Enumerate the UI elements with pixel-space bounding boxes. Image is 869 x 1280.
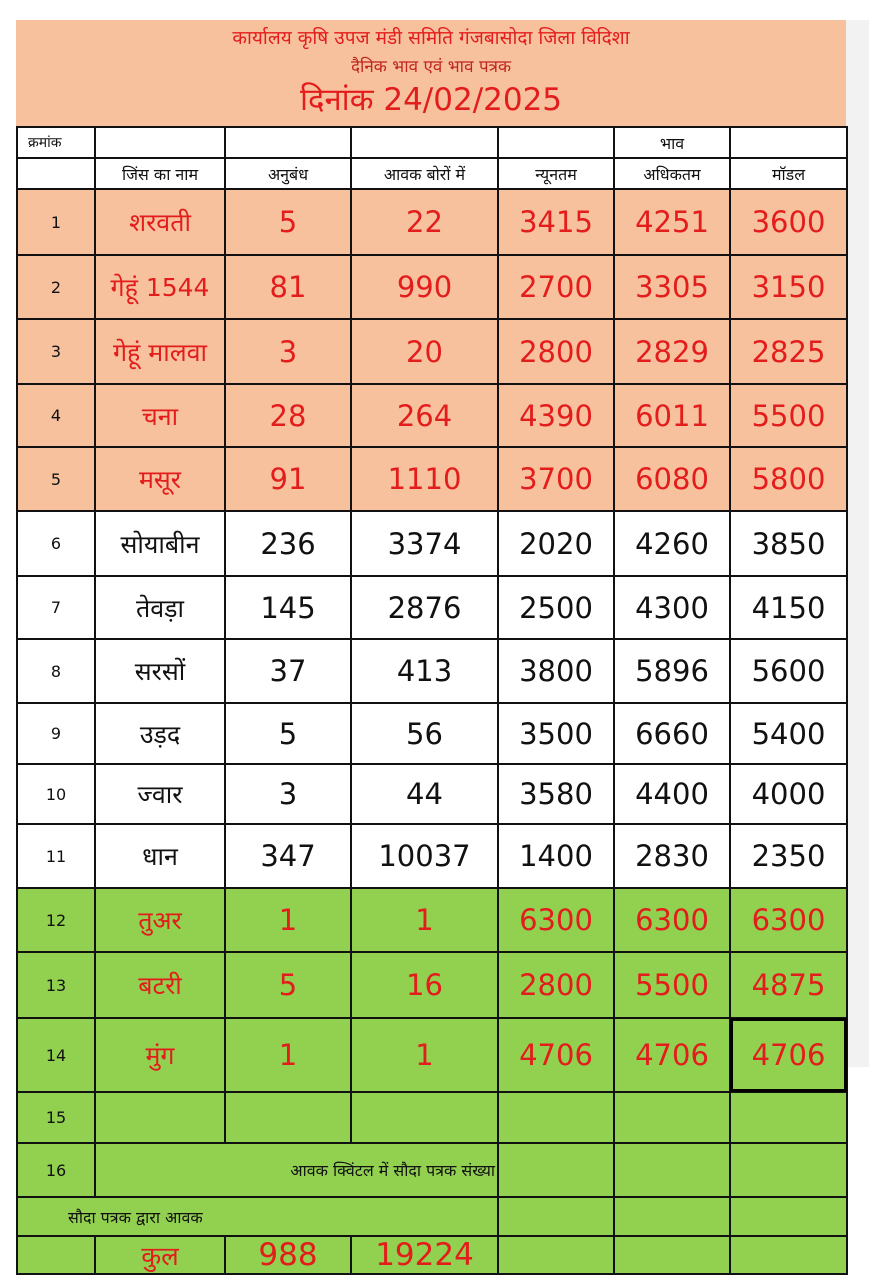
min-price-cell: 2800 (498, 319, 614, 384)
min-price-cell: 3700 (498, 447, 614, 511)
contract-cell: 1 (225, 888, 351, 952)
empty-cell (351, 1092, 498, 1143)
max-price-cell: 5500 (614, 952, 730, 1018)
price-sheet (16, 20, 846, 1275)
min-price-header: न्यूनतम (498, 158, 614, 189)
max-price-cell: 4251 (614, 189, 730, 255)
serial-cell: 16 (17, 1143, 95, 1197)
table-row (17, 703, 847, 764)
arrival-cell: 3374 (351, 511, 498, 576)
modal-price-cell: 4875 (730, 952, 847, 1018)
sauda-label: सौदा पत्रक द्वारा आवक (17, 1197, 351, 1236)
arrival-cell: 44 (351, 764, 498, 824)
arrival-cell: 16 (351, 952, 498, 1018)
min-price-cell: 2800 (498, 952, 614, 1018)
max-price-cell: 4400 (614, 764, 730, 824)
commodity-name: तुअर (95, 888, 225, 952)
max-price-cell: 4260 (614, 511, 730, 576)
min-price-cell: 3415 (498, 189, 614, 255)
total-contract: 988 (225, 1236, 351, 1274)
contract-cell: 1 (225, 1018, 351, 1092)
max-price-cell: 3305 (614, 255, 730, 319)
total-row (17, 1236, 847, 1274)
min-price-cell: 2020 (498, 511, 614, 576)
empty-cell (498, 1143, 614, 1197)
table-row (17, 255, 847, 319)
table-row (17, 824, 847, 888)
empty-cell (225, 1092, 351, 1143)
modal-price-cell: 4706 (730, 1018, 847, 1092)
commodity-name: धान (95, 824, 225, 888)
price-group-header: भाव (614, 127, 730, 158)
sheet-date: दिनांक 24/02/2025 (299, 82, 563, 118)
serial-cell: 5 (17, 447, 95, 511)
max-price-header: अधिकतम (614, 158, 730, 189)
arrival-cell: 990 (351, 255, 498, 319)
max-price-cell: 6300 (614, 888, 730, 952)
empty-cell (225, 127, 351, 158)
empty-cell (730, 1197, 847, 1236)
arrival-cell: 2876 (351, 576, 498, 639)
empty-cell (95, 1092, 225, 1143)
commodity-name: शरवती (95, 189, 225, 255)
min-price-cell: 4390 (498, 384, 614, 447)
serial-cell: 7 (17, 576, 95, 639)
empty-cell (498, 1092, 614, 1143)
contract-cell: 81 (225, 255, 351, 319)
min-price-cell: 4706 (498, 1018, 614, 1092)
min-price-cell: 2700 (498, 255, 614, 319)
contract-header: अनुबंध (225, 158, 351, 189)
sauda-row (17, 1197, 847, 1236)
empty-cell (17, 1236, 95, 1274)
serial-cell: 6 (17, 511, 95, 576)
serial-cell: 13 (17, 952, 95, 1018)
table-row (17, 319, 847, 384)
modal-price-cell: 3850 (730, 511, 847, 576)
serial-cell: 10 (17, 764, 95, 824)
arrival-cell: 1 (351, 888, 498, 952)
arrival-cell: 10037 (351, 824, 498, 888)
min-price-cell: 6300 (498, 888, 614, 952)
serial-cell: 12 (17, 888, 95, 952)
modal-price-cell: 2350 (730, 824, 847, 888)
serial-cell: 11 (17, 824, 95, 888)
modal-price-cell: 4000 (730, 764, 847, 824)
table-row (17, 384, 847, 447)
commodity-name: सरसों (95, 639, 225, 703)
modal-price-cell: 2825 (730, 319, 847, 384)
contract-cell: 37 (225, 639, 351, 703)
commodity-name: गेहूं 1544 (95, 255, 225, 319)
blank-row (17, 1092, 847, 1143)
table-row (17, 888, 847, 952)
empty-cell (95, 127, 225, 158)
background-strip (846, 20, 869, 995)
commodity-name: गेहूं मालवा (95, 319, 225, 384)
arrival-cell: 22 (351, 189, 498, 255)
commodity-name: बटरी (95, 952, 225, 1018)
contract-cell: 5 (225, 952, 351, 1018)
contract-cell: 3 (225, 764, 351, 824)
sheet-header (16, 20, 846, 126)
modal-price-cell: 5500 (730, 384, 847, 447)
empty-cell (730, 127, 847, 158)
sheet-subtitle: दैनिक भाव एवं भाव पत्रक (350, 57, 512, 77)
empty-cell (614, 1197, 730, 1236)
min-price-cell: 1400 (498, 824, 614, 888)
serial-cell: 14 (17, 1018, 95, 1092)
total-arrival: 19224 (351, 1236, 498, 1274)
contract-cell: 3 (225, 319, 351, 384)
min-price-cell: 2500 (498, 576, 614, 639)
empty-cell (498, 1236, 614, 1274)
modal-price-cell: 5600 (730, 639, 847, 703)
table-row (17, 952, 847, 1018)
empty-cell (730, 1143, 847, 1197)
max-price-cell: 4300 (614, 576, 730, 639)
serial-cell: 1 (17, 189, 95, 255)
arrival-cell: 264 (351, 384, 498, 447)
empty-cell (614, 1236, 730, 1274)
contract-cell: 347 (225, 824, 351, 888)
modal-price-cell: 5400 (730, 703, 847, 764)
max-price-cell: 5896 (614, 639, 730, 703)
modal-price-cell: 3600 (730, 189, 847, 255)
serial-cell: 9 (17, 703, 95, 764)
commodity-name: सोयाबीन (95, 511, 225, 576)
modal-price-cell: 6300 (730, 888, 847, 952)
arrival-header: आवक बोरों में (351, 158, 498, 189)
serial-cell: 4 (17, 384, 95, 447)
empty-cell (730, 1236, 847, 1274)
max-price-cell: 6080 (614, 447, 730, 511)
contract-cell: 28 (225, 384, 351, 447)
modal-price-cell: 5800 (730, 447, 847, 511)
header-row-1 (17, 127, 847, 158)
arrival-cell: 56 (351, 703, 498, 764)
empty-cell (351, 127, 498, 158)
empty-cell (614, 1092, 730, 1143)
arrival-cell: 20 (351, 319, 498, 384)
serial-header: क्रमांक (17, 127, 95, 158)
table-row (17, 1018, 847, 1092)
total-label: कुल (95, 1236, 225, 1274)
commodity-header: जिंस का नाम (95, 158, 225, 189)
empty-cell (498, 1197, 614, 1236)
table-row (17, 511, 847, 576)
table-row (17, 639, 847, 703)
commodity-name: ज्वार (95, 764, 225, 824)
commodity-name: उड़द (95, 703, 225, 764)
office-title: कार्यालय कृषि उपज मंडी समिति गंजबासोदा जिला विदिशा (232, 27, 630, 49)
table-row (17, 764, 847, 824)
header-row-2 (17, 158, 847, 189)
min-price-cell: 3800 (498, 639, 614, 703)
note-row (17, 1143, 847, 1197)
modal-price-cell: 3150 (730, 255, 847, 319)
modal-price-header: मॉडल (730, 158, 847, 189)
empty-cell (351, 1197, 498, 1236)
contract-cell: 145 (225, 576, 351, 639)
commodity-name: मुंग (95, 1018, 225, 1092)
commodity-name: मसूर (95, 447, 225, 511)
table-row (17, 447, 847, 511)
table-row (17, 189, 847, 255)
contract-cell: 91 (225, 447, 351, 511)
serial-cell: 3 (17, 319, 95, 384)
max-price-cell: 6660 (614, 703, 730, 764)
commodity-name: तेवड़ा (95, 576, 225, 639)
empty-cell (614, 1143, 730, 1197)
contract-cell: 236 (225, 511, 351, 576)
arrival-cell: 1110 (351, 447, 498, 511)
serial-cell: 15 (17, 1092, 95, 1143)
note-text: आवक क्विंटल में सौदा पत्रक संख्या (95, 1143, 498, 1197)
serial-cell: 8 (17, 639, 95, 703)
max-price-cell: 2830 (614, 824, 730, 888)
serial-cell: 2 (17, 255, 95, 319)
max-price-cell: 4706 (614, 1018, 730, 1092)
empty-cell (730, 1092, 847, 1143)
max-price-cell: 2829 (614, 319, 730, 384)
empty-cell (498, 127, 614, 158)
price-table (16, 126, 848, 1275)
max-price-cell: 6011 (614, 384, 730, 447)
arrival-cell: 413 (351, 639, 498, 703)
min-price-cell: 3580 (498, 764, 614, 824)
min-price-cell: 3500 (498, 703, 614, 764)
arrival-cell: 1 (351, 1018, 498, 1092)
modal-price-cell: 4150 (730, 576, 847, 639)
contract-cell: 5 (225, 189, 351, 255)
commodity-name: चना (95, 384, 225, 447)
table-row (17, 576, 847, 639)
contract-cell: 5 (225, 703, 351, 764)
empty-cell (17, 158, 95, 189)
